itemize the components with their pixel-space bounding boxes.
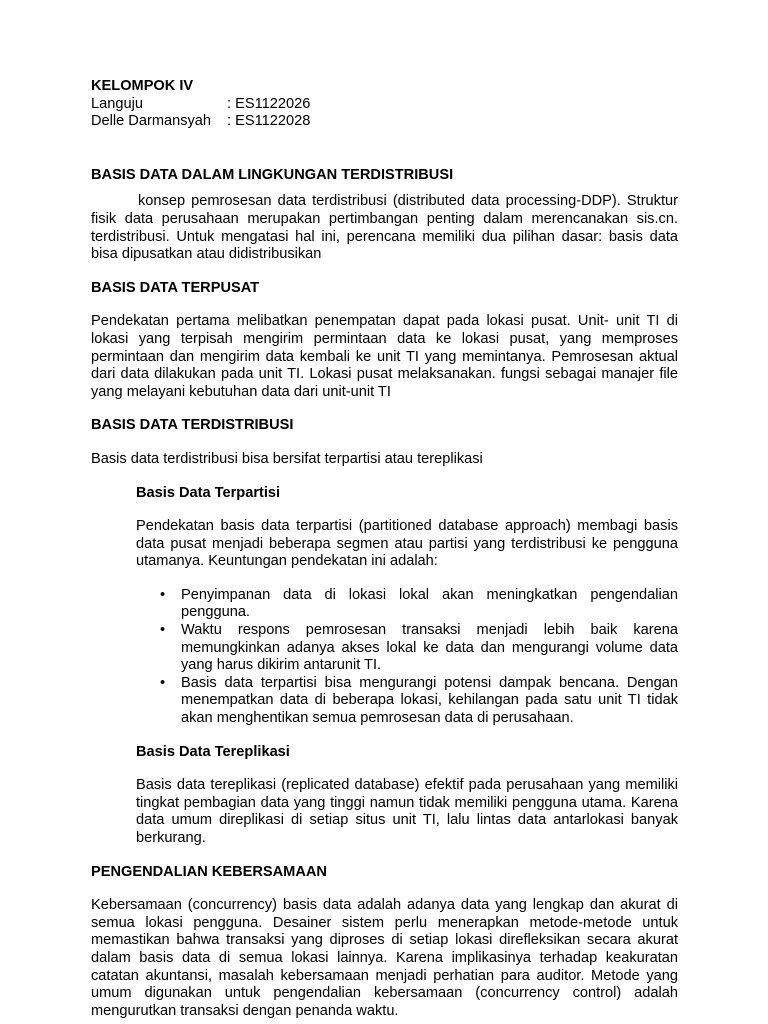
member-row — [91, 96, 678, 114]
bullet-glyph: • — [160, 622, 166, 639]
bullet-list — [136, 587, 678, 728]
member-id: : ES1122028 — [227, 113, 311, 130]
member-name: Languju — [91, 95, 143, 112]
list-item — [136, 622, 678, 675]
section-paragraph: konsep pemrosesan data terdistribusi (distributed data processing-DDP). Struktur fisik data perusahaan merupakan pertimbangan penting dalam merencanakan sis.cn. terdistribusi. Untuk mengatasi hal ini, perencana memiliki dua pilihan dasar: basis data bisa dipusatkan atau didistribusikan — [91, 193, 678, 263]
list-item — [136, 675, 678, 728]
list-item — [136, 587, 678, 622]
member-row — [91, 113, 678, 131]
document-content — [91, 78, 678, 1020]
section-heading: BASIS DATA DALAM LINGKUNGAN TERDISTRIBUSI — [91, 166, 454, 183]
section-paragraph: Pendekatan pertama melibatkan penempatan dapat pada lokasi pusat. Unit- unit TI di lokasi yang terpisah mengirim permintaan data ke lokasi pusat, yang memproses permintaan dan mengirim data kembali ke unit TI yang memintanya. Pemrosesan aktual dari data dilakukan pada unit TI. Lokasi pusat melaksanakan. fungsi sebagai manajer file yang melayani kebutuhan data dari unit-unit TI — [91, 313, 678, 400]
subsection-heading: Basis Data Terpartisi — [136, 484, 281, 501]
section-heading: BASIS DATA TERDISTRIBUSI — [91, 417, 294, 434]
list-item-text: Basis data terpartisi bisa mengurangi potensi dampak bencana. Dengan menempatkan data di beberapa lokasi, kehilangan pada satu unit TI tidak akan menghentikan semua pemrosesan data di perusahaan. — [181, 674, 678, 727]
subsection-paragraph: Basis data tereplikasi (replicated database) efektif pada perusahaan yang memiliki tingkat pembagian data yang tinggi namun tidak memiliki pengguna utama. Karena data umum direplikasi di setiap situs unit TI, lalu lintas data antarlokasi banyak berkurang. — [136, 777, 678, 846]
list-item-text: Waktu respons pemrosesan transaksi menjadi lebih baik karena memungkinkan adanya akses lokal ke data dan mengurangi volume data yang harus dikirim antarunit TI. — [181, 622, 678, 674]
list-item-text: Penyimpanan data di lokasi lokal akan meningkatkan pengendalian pengguna. — [181, 586, 678, 621]
bullet-glyph: • — [160, 674, 166, 691]
section-paragraph: Kebersamaan (concurrency) basis data adalah adanya data yang lengkap dan akurat di semua lokasi pengguna. Desainer sistem perlu menerapkan metode-metode untuk memastikan bahwa transaksi yang diproses di setiap lokasi direfleksikan secara akurat dalam basis data di semua lokasi lainnya. Karena implikasinya terhadap keakuratan catatan akuntansi, masalah kebersamaan menjadi perhatian para auditor. Metode yang umum digunakan untuk pengendalian kebersamaan (concurrency control) adalah mengurutkan transaksi dengan penanda waktu. — [91, 897, 678, 1019]
section-paragraph: Basis data terdistribusi bisa bersifat terpartisi atau tereplikasi — [91, 450, 483, 467]
member-name: Delle Darmansyah — [91, 113, 212, 130]
section-heading: BASIS DATA TERPUSAT — [91, 279, 260, 296]
member-id: : ES1122026 — [227, 95, 311, 112]
bullet-glyph: • — [160, 586, 166, 603]
subsection-paragraph: Pendekatan basis data terpartisi (partitioned database approach) membagi basis data pusat menjadi beberapa segmen atau partisi yang terdistribusi ke pengguna utamanya. Keuntungan pendekatan ini adalah: — [136, 518, 678, 570]
section-heading: PENGENDALIAN KEBERSAMAAN — [91, 863, 327, 880]
group-title: KELOMPOK IV — [91, 78, 194, 94]
subsection-heading: Basis Data Tereplikasi — [136, 743, 290, 760]
